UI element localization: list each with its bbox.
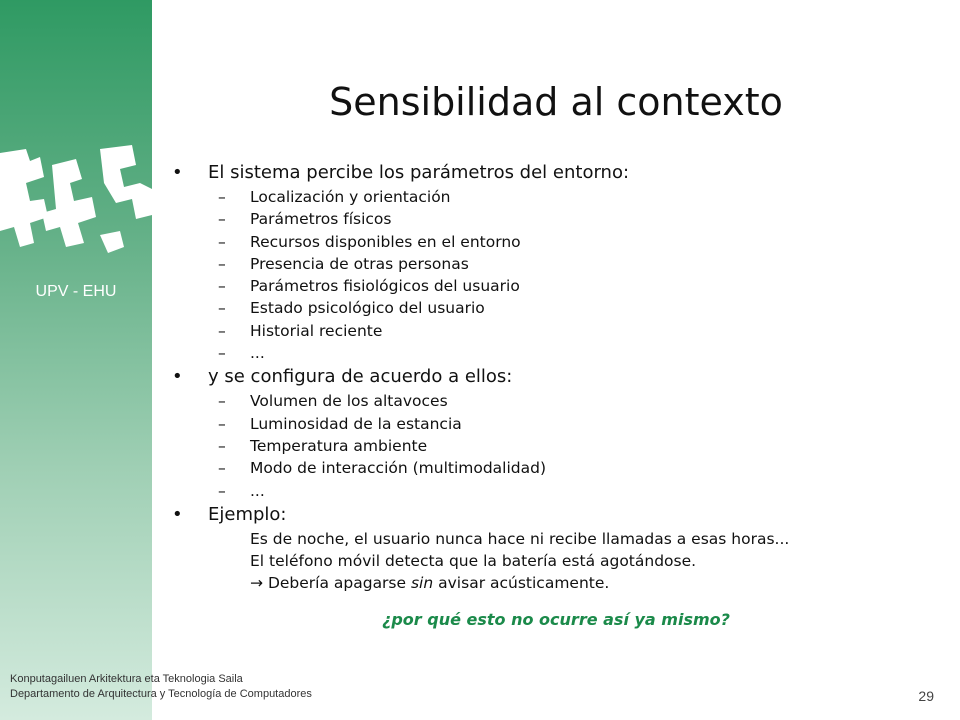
sub-item-text: Parámetros fisiológicos del usuario (250, 277, 520, 296)
example-text: Debería apagarse (267, 574, 407, 593)
emphasis-text: sin (410, 574, 434, 593)
question-text: ¿por qué esto no ocurre así ya mismo? (382, 610, 730, 629)
sub-item (170, 480, 940, 502)
sub-item (170, 297, 940, 319)
sub-item (170, 342, 940, 364)
bullet-icon: • (172, 503, 183, 525)
sub-item-text: Parámetros físicos (250, 210, 392, 229)
sidebar (0, 0, 152, 720)
dash-icon: – (218, 344, 226, 363)
sub-item-text: ... (250, 481, 265, 500)
slide-content (170, 160, 940, 595)
sub-item (170, 186, 940, 208)
dash-icon: – (218, 481, 226, 500)
dash-icon: – (218, 254, 226, 273)
dash-icon: – (218, 321, 226, 340)
logo-text: UPV - EHU (35, 283, 117, 300)
dash-icon: – (218, 232, 226, 251)
bullet-item (170, 364, 940, 390)
sub-item-text: Recursos disponibles en el entorno (250, 232, 521, 251)
example-line: El teléfono móvil detecta que la batería está agotándose. (250, 552, 697, 571)
sub-item (170, 435, 940, 457)
dash-icon: – (218, 414, 226, 433)
sub-item-text: Localización y orientación (250, 188, 451, 206)
footer (10, 672, 312, 702)
example-text: avisar acústicamente. (438, 574, 610, 593)
sub-item-text: Luminosidad de la estancia (250, 414, 462, 433)
dash-icon: – (218, 436, 226, 455)
sub-item-text: Temperatura ambiente (250, 436, 428, 455)
upv-ehu-logo-icon (0, 143, 152, 273)
sub-item-text: Presencia de otras personas (250, 254, 469, 273)
sub-item (170, 253, 940, 275)
bullet-icon: • (172, 162, 183, 183)
sub-item-text: ... (250, 344, 265, 363)
sub-item (170, 231, 940, 253)
sub-item-text: Historial reciente (250, 321, 383, 340)
sub-item (170, 208, 940, 230)
dash-icon: – (218, 299, 226, 318)
page-number: 29 (918, 688, 934, 704)
sub-item (170, 275, 940, 297)
sub-item (170, 320, 940, 342)
sub-item (170, 413, 940, 435)
footer-line: Departamento de Arquitectura y Tecnología de Computadores (10, 688, 312, 700)
sub-item (170, 390, 940, 412)
dash-icon: – (218, 277, 226, 296)
sub-item-text: Estado psicológico del usuario (250, 299, 485, 318)
bullet-text: El sistema percibe los parámetros del entorno: (208, 162, 630, 183)
arrow-icon: → (250, 574, 263, 593)
slide-title: Sensibilidad al contexto (329, 80, 783, 124)
sub-item (170, 457, 940, 479)
sub-item-text: Modo de interacción (multimodalidad) (250, 459, 547, 478)
dash-icon: – (218, 210, 226, 229)
example-line: Es de noche, el usuario nunca hace ni recibe llamadas a esas horas... (250, 529, 790, 548)
dash-icon: – (218, 188, 226, 206)
example-line (170, 572, 940, 594)
bullet-icon: • (172, 366, 183, 388)
bullet-item (170, 160, 940, 186)
bullet-item (170, 502, 940, 528)
sub-item-text: Volumen de los altavoces (250, 392, 448, 411)
dash-icon: – (218, 459, 226, 478)
dash-icon: – (218, 392, 226, 411)
footer-line: Konputagailuen Arkitektura eta Teknologia Saila (10, 673, 243, 685)
bullet-text: Ejemplo: (208, 503, 287, 525)
bullet-text: y se configura de acuerdo a ellos: (208, 366, 513, 388)
